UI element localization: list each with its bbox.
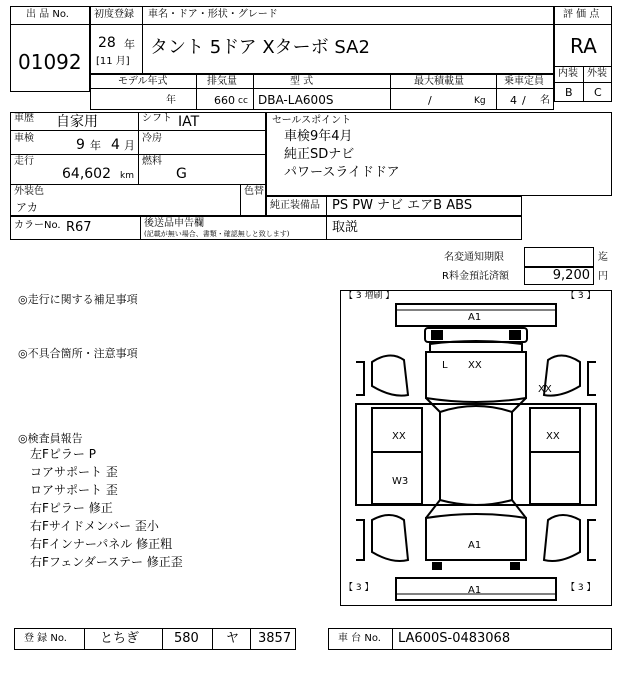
- ac-label: 冷房: [142, 133, 162, 144]
- registration-label: 登 録 No.: [24, 633, 67, 644]
- inspector-item: 右Fピラー 修正: [30, 501, 113, 515]
- registration-region: とちぎ: [100, 631, 140, 646]
- shift-label: シフト: [142, 113, 172, 124]
- diagram-corner-br: 【 3 】: [566, 583, 596, 593]
- score-value: RA: [570, 34, 597, 58]
- fuel-label: 燃料: [142, 156, 162, 167]
- sales-point: 純正SDナビ: [284, 147, 355, 162]
- damage-xx-left-door: XX: [392, 431, 406, 442]
- first-registration-year: 28: [98, 35, 116, 51]
- inspector-item: ロアサポート 歪: [30, 483, 118, 497]
- first-registration-year-unit: 年: [124, 38, 135, 51]
- inspector-report-label: ◎検査員報告: [18, 432, 83, 445]
- inspector-item: コアサポート 歪: [30, 465, 118, 479]
- capacity-unit: 名: [540, 95, 550, 106]
- damage-xx-hood: XX: [468, 360, 482, 371]
- damage-l: L: [442, 360, 448, 371]
- inspection-month: 4: [111, 137, 120, 153]
- capacity-slash: /: [522, 94, 526, 107]
- registration-class: 580: [174, 631, 199, 646]
- diagram-corner-tl: 【 3 増刷 】: [344, 291, 395, 301]
- damage-w3: W3: [392, 476, 409, 487]
- equipment-value: PS PW ナビ エアB ABS: [332, 198, 473, 213]
- defects-label: ◎不具合箇所・注意事項: [18, 347, 138, 360]
- damage-a1-rear: A1: [468, 540, 482, 551]
- exterior-color-value: アカ: [16, 201, 38, 214]
- capacity-label: 乗車定員: [504, 76, 544, 87]
- color-no-value: R67: [66, 220, 92, 235]
- interior-label: 内装: [558, 68, 578, 79]
- chassis-label: 車 台 No.: [338, 633, 381, 644]
- exterior-color-label: 外装色: [14, 186, 44, 197]
- diagram-corner-bl: 【 3 】: [344, 583, 374, 593]
- damage-a1-rear-bumper: A1: [468, 585, 482, 596]
- car-name-label: 車名・ドア・形状・グレード: [148, 9, 278, 20]
- sales-point: 車検9年4月: [284, 129, 353, 144]
- history-label: 車歴: [14, 113, 34, 124]
- max-load-unit: Kg: [474, 96, 486, 106]
- equipment-label: 純正装備品: [270, 200, 320, 211]
- color-no-label: カラーNo.: [14, 220, 61, 231]
- after-docs-label: 後送品申告欄: [144, 218, 204, 229]
- first-registration-month: [11 月]: [96, 56, 130, 67]
- displacement-label: 排気量: [207, 76, 237, 87]
- sales-points-label: セールスポイント: [272, 115, 352, 126]
- first-registration-label: 初度登録: [94, 9, 134, 20]
- registration-serial: 3857: [258, 631, 292, 646]
- after-docs-note: (記載が無い場合、書類・確認無しと致します): [144, 230, 290, 238]
- interior-score: B: [565, 86, 573, 99]
- damage-a1-front-bumper: A1: [468, 312, 482, 323]
- inspector-item: 右Fフェンダーステー 修正歪: [30, 555, 183, 569]
- inspection-year-unit: 年: [90, 139, 101, 152]
- max-load-slash: /: [428, 94, 432, 107]
- diagram-corner-tr: 【 3 】: [566, 291, 596, 301]
- inspector-item: 右Fサイドメンバー 歪小: [30, 519, 159, 533]
- driving-notes-label: ◎走行に関する補足事項: [18, 293, 138, 306]
- inspection-label: 車検: [14, 133, 34, 144]
- model-year-label: モデル年式: [118, 76, 168, 87]
- score-label: 評 価 点: [563, 9, 600, 20]
- recycle-amount: 9,200: [552, 268, 590, 283]
- mileage-unit: km: [120, 171, 134, 181]
- damage-xx-right-door: XX: [546, 431, 560, 442]
- manual-value: 取説: [332, 220, 359, 235]
- inspector-item: 右Fインナーパネル 修正粗: [30, 537, 173, 551]
- repaint-label: 色替: [244, 186, 264, 197]
- fuel-value: G: [176, 166, 187, 182]
- displacement-unit: cc: [238, 96, 248, 106]
- damage-xx-right-fender: XX: [538, 384, 552, 395]
- name-change-unit: 迄: [598, 252, 608, 263]
- model-year-unit: 年: [166, 95, 176, 106]
- registration-kana: ヤ: [226, 631, 240, 646]
- car-name: タント 5ドア Xターボ SA2: [150, 37, 370, 58]
- recycle-label: R料金預託済額: [442, 271, 509, 282]
- mileage-value: 64,602: [62, 166, 111, 182]
- chassis-number: LA600S-0483068: [398, 631, 511, 646]
- displacement-value: 660: [214, 94, 235, 107]
- capacity-value: 4: [510, 94, 517, 107]
- name-change-label: 名変通知期限: [444, 252, 504, 263]
- sales-point: パワースライドドア: [284, 165, 400, 180]
- inspection-month-unit: 月: [124, 139, 135, 152]
- mileage-label: 走行: [14, 156, 34, 167]
- recycle-unit: 円: [598, 271, 608, 282]
- history-value: 自家用: [56, 114, 98, 130]
- model-label: 型 式: [290, 76, 314, 87]
- shift-value: IAT: [178, 114, 200, 130]
- model-code: DBA-LA600S: [258, 93, 334, 107]
- inspector-item: 左Fピラー P: [30, 447, 96, 461]
- inspection-year: 9: [76, 137, 85, 153]
- lot-number-label: 出 品 No.: [26, 9, 69, 20]
- max-load-label: 最大積載量: [414, 76, 464, 87]
- exterior-score: C: [594, 86, 602, 99]
- lot-number: 01092: [18, 50, 82, 74]
- exterior-label: 外装: [587, 68, 607, 79]
